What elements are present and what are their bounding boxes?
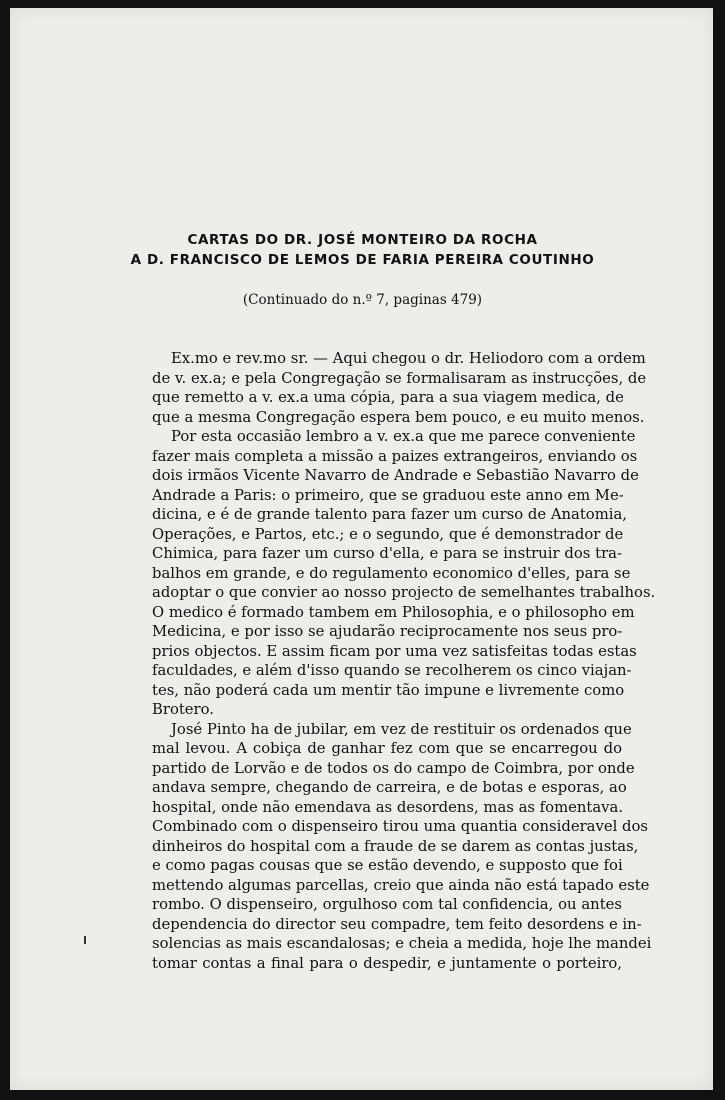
text-line: e como pagas cousas que se estão devendo, e supposto que foi	[152, 857, 623, 874]
text-line: adoptar o que convier ao nosso projecto de semelhantes trabalhos.	[152, 584, 656, 601]
text-line: rombo. O dispenseiro, orgulhoso com tal confidencia, ou antes	[152, 896, 622, 913]
title-line-1: CARTAS DO DR. JOSÉ MONTEIRO DA ROCHA	[187, 232, 538, 248]
text-line: dinheiros do hospital com a fraude de se darem as contas justas,	[152, 837, 639, 855]
text-line: solencias as mais escandalosas; e cheia a medida, hoje lhe mandei	[152, 935, 652, 952]
subtitle: (Continuado do n.º 7, paginas 479)	[242, 292, 483, 308]
text-line: hospital, onde não emendava as desordens, mas as fomentava.	[152, 798, 624, 816]
text-line: Chimica, para fazer um curso d'ella, e para se instruir dos tra-	[152, 545, 622, 562]
text-line: Combinado com o dispenseiro tirou uma quantia consideravel dos	[152, 818, 649, 835]
text-line: Ex.mo e rev.mo sr. — Aqui chegou o dr. Heliodoro com a ordem	[171, 350, 646, 367]
text-line: mal levou. A cobiça de ganhar fez com que se encarregou do	[152, 740, 622, 757]
text-line: O medico é formado tambem em Philosophia, e o philosopho em	[152, 603, 635, 621]
letter-body	[152, 349, 656, 973]
text-line: dependencia do director seu compadre, tem feito desordens e in-	[152, 915, 642, 933]
text-line: José Pinto ha de jubilar, em vez de restituir os ordenados que	[171, 720, 632, 738]
text-line: tes, não poderá cada um mentir tão impune e livremente como	[152, 681, 625, 699]
text-line: de v. ex.a; e pela Congregação se formalisaram as instrucções, de	[152, 369, 647, 387]
text-line: Operações, e Partos, etc.; e o segundo, que é demonstrador de	[152, 525, 624, 543]
text-line: partido de Lorvão e de todos os do campo de Coimbra, por onde	[152, 759, 635, 777]
text-line: balhos em grande, e do regulamento economico d'elles, para se	[152, 564, 631, 582]
text-line: faculdades, e além d'isso quando se recolherem os cinco viajan-	[152, 662, 632, 679]
title-line-2: A D. FRANCISCO DE LEMOS DE FARIA PEREIRA COUTINHO	[130, 252, 595, 268]
text-line: Andrade a Paris: o primeiro, que se graduou este anno em Me-	[152, 486, 624, 504]
text-line: Medicina, e por isso se ajudarão reciprocamente nos seus pro-	[152, 623, 623, 640]
text-line: andava sempre, chegando de carreira, e de botas e esporas, ao	[152, 779, 627, 796]
text-line: tomar contas a final para o despedir, e juntamente o porteiro,	[152, 954, 622, 972]
margin-mark	[84, 936, 86, 944]
text-line: que remetto a v. ex.a uma cópia, para a sua viagem medica, de	[152, 389, 624, 406]
text-line: Brotero.	[152, 701, 214, 718]
text-line: mettendo algumas parcellas, creio que ainda não está tapado este	[152, 876, 650, 894]
text-line: prios objectos. E assim ficam por uma vez satisfeitas todas estas	[152, 642, 637, 660]
text-line: que a mesma Congregação espera bem pouco, e eu muito menos.	[152, 408, 645, 426]
text-line: dois irmãos Vicente Navarro de Andrade e Sebastião Navarro de	[152, 467, 639, 484]
text-line: Por esta occasião lembro a v. ex.a que me parece conveniente	[171, 428, 636, 445]
text-line: dicina, e é de grande talento para fazer um curso de Anatomia,	[152, 506, 628, 523]
text-line: fazer mais completa a missão a paizes extrangeiros, enviando os	[152, 447, 638, 465]
